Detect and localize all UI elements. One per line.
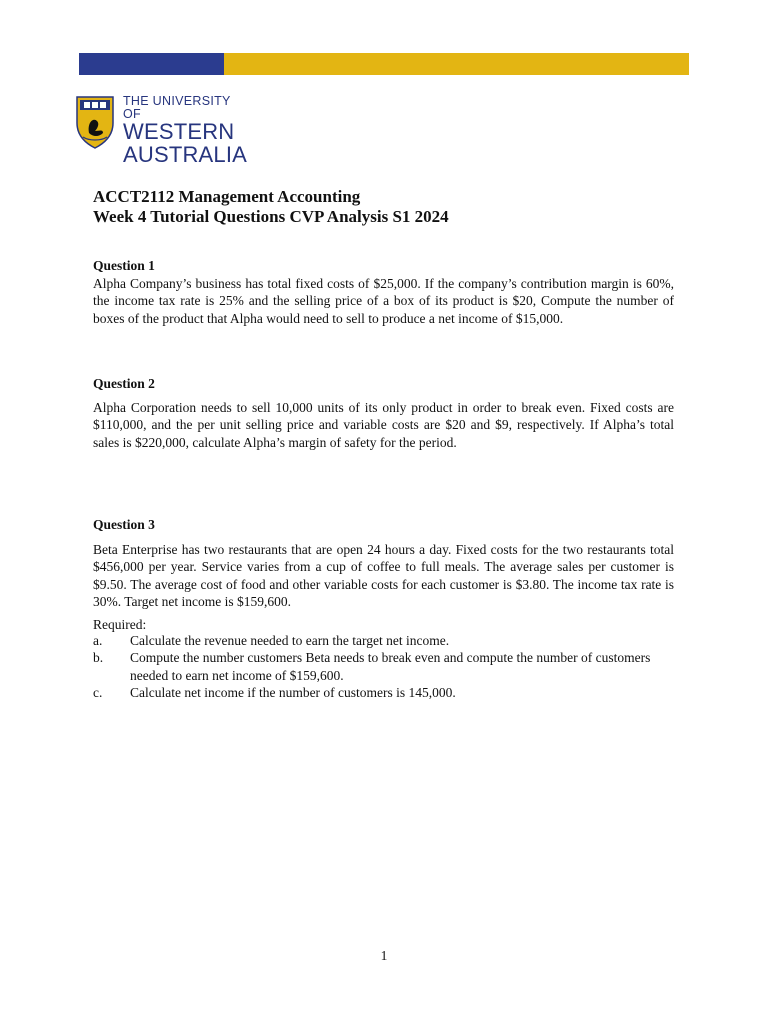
logo-line-3: AUSTRALIA <box>123 142 248 167</box>
logo-line-1: THE UNIVERSITY OF <box>123 94 231 121</box>
university-logo <box>75 93 248 167</box>
list-item <box>93 632 674 649</box>
logo-line-2: WESTERN <box>123 119 235 144</box>
item-label: a. <box>93 633 103 648</box>
required-label: Required: <box>93 617 147 632</box>
course-title: ACCT2112 Management Accounting <box>93 187 361 206</box>
item-label: b. <box>93 650 104 666</box>
university-crest-icon <box>75 93 115 149</box>
tutorial-title: Week 4 Tutorial Questions CVP Analysis S1 2024 <box>93 207 449 226</box>
item-label: c. <box>93 684 103 700</box>
header-band-blue <box>79 53 224 75</box>
item-text: Calculate the revenue needed to earn the target net income. <box>130 633 450 648</box>
question-1-body: Alpha Company’s business has total fixed costs of $25,000. If the company’s contribution margin is 60%, the income tax rate is 25% and the selling price of a box of its product is $20, Compute the number of boxes of the product that Alpha would need to sell to produce a net income of $15,000. <box>93 276 674 326</box>
list-item <box>93 649 674 684</box>
university-wordmark <box>123 93 247 166</box>
document-title <box>93 187 449 227</box>
header-band-gold <box>224 53 689 75</box>
item-text: Compute the number customers Beta needs to break even and compute the number of customers needed to earn net income of $159,600. <box>130 650 651 683</box>
item-text: Calculate net income if the number of customers is 145,000. <box>130 684 456 700</box>
question-1-heading: Question 1 <box>93 258 155 273</box>
question-2-heading: Question 2 <box>93 376 155 391</box>
question-2-body: Alpha Corporation needs to sell 10,000 units of its only product in order to break even. Fixed costs are $110,000, and the per unit selling price and variable costs are $20 and $9, respectively. If Alpha’s total sales is $220,000, calculate Alpha’s margin of safety for the period. <box>93 400 674 450</box>
question-3-body: Beta Enterprise has two restaurants that are open 24 hours a day. Fixed costs for the two restaurants total $456,000 per year. Service varies from a cup of coffee to full meals. The average sales per customer is $9.50. The average cost of food and other variable costs for each customer is $3.80. The income tax rate is 30%. Target net income is $159,600. <box>93 542 674 609</box>
question-3-heading: Question 3 <box>93 517 155 532</box>
list-item <box>93 684 674 701</box>
page-number: 1 <box>380 948 388 963</box>
required-list <box>93 632 674 701</box>
